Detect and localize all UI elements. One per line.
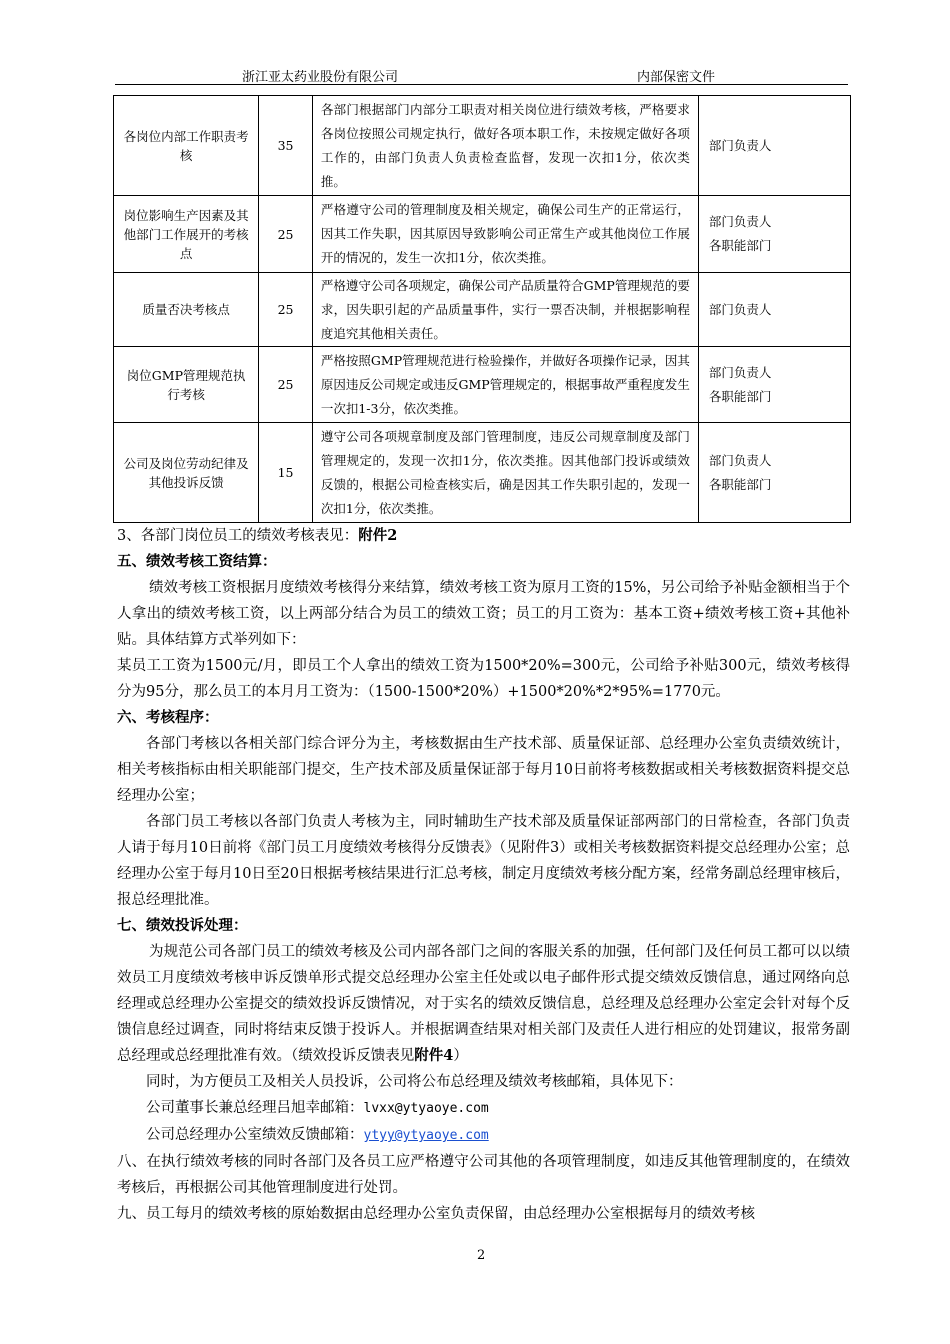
paragraph-6b: 各部门员工考核以各部门负责人考核为主，同时辅助生产技术部及质量保证部两部门的日常检查，各部门负责人请于每月10日前将《部门员工月度绩效考核得分反馈表》（见附件3）或相关考核数据资料提交总经理办公室；总经理办公室于每月10日至20日根据考核结果进行汇总考核，制定月度绩效考核分配方案，经常务副总经理审核后，报总经理批准。 <box>117 814 850 908</box>
responsible-line: 部门负责人 <box>708 301 772 317</box>
item-cell: 岗位影响生产因素及其他部门工作展开的考核点 <box>114 196 259 273</box>
paragraph-7d <box>117 1122 850 1149</box>
responsible-cell <box>698 273 850 347</box>
responsible-cell <box>698 96 850 196</box>
confidential-label: 内部保密文件 <box>637 70 716 85</box>
paragraph-5b: 某员工工资为1500元/月，即员工个人拿出的绩效工资为1500*20%=300元，公司给予补贴300元，绩效考核得分为95分，那么员工的本月月工资为：（1500-1500*20%）+1500*20%*2*95%=1770元。 <box>117 658 850 700</box>
section-heading-6: 六、考核程序： <box>117 709 219 726</box>
paragraph-8: 八、在执行绩效考核的同时各部门及各员工应严格遵守公司其他的各项管理制度，如违反其他管理制度的，在绩效考核后，再根据公司其他管理制度进行处罚。 <box>117 1154 850 1196</box>
office-email-link[interactable]: ytyy@ytyaoye.com <box>363 1128 489 1143</box>
responsible-cell <box>698 196 850 273</box>
responsible-cell <box>698 347 850 423</box>
paragraph-6a: 各部门考核以各相关部门综合评分为主，考核数据由生产技术部、质量保证部、总经理办公室负责绩效统计，相关考核指标由相关职能部门提交，生产技术部及质量保证部于每月10日前将考核数据或相关考核数据资料提交总经理办公室； <box>117 736 850 804</box>
paragraph-text: 为规范公司各部门员工的绩效考核及公司内部各部门之间的客服关系的加强，任何部门及任何员工都可以以绩效员工月度绩效考核申诉反馈单形式提交总经理办公室主任处或以电子邮件形式提交绩效反馈信息，通过网络向总经理或总经理办公室提交的绩效投诉反馈情况，对于实名的绩效反馈信息，总经理及总经理办公室定会针对每个反馈信息经过调查，同时将结束反馈于投诉人。并根据调查结果对相关部门及责任人进行相应的处罚建议，报常务副总经理或总经理批准有效。（绩效投诉反馈表见 <box>117 944 850 1064</box>
responsible-line: 部门负责人 <box>708 452 772 468</box>
responsible-line: 部门负责人 <box>708 214 772 229</box>
table-row <box>114 196 851 273</box>
page-header <box>115 66 848 85</box>
score-cell: 25 <box>259 347 313 423</box>
score-cell: 25 <box>259 196 313 273</box>
email-label: 公司董事长兼总经理吕旭幸邮箱： <box>146 1100 364 1116</box>
document-body <box>117 523 850 1227</box>
assessment-table <box>113 95 851 523</box>
responsible-line: 部门负责人 <box>708 364 772 380</box>
paragraph-3 <box>117 523 850 549</box>
attachment-ref: 附件4 <box>414 1047 454 1064</box>
score-cell: 25 <box>259 273 313 347</box>
description-cell: 严格按照GMP管理规范进行检验操作，并做好各项操作记录，因其原因违反公司规定或违反GMP管理规定的，根据事故严重程度发生一次扣1-3分，依次类推。 <box>312 347 698 423</box>
paragraph-7a <box>117 939 850 1069</box>
page-number: 2 <box>477 1248 486 1263</box>
item-cell: 质量否决考核点 <box>114 273 259 347</box>
responsible-line: 各职能部门 <box>708 476 772 492</box>
description-cell: 各部门根据部门内部分工职责对相关岗位进行绩效考核，严格要求各岗位按照公司规定执行，做好各项本职工作，未按规定做好各项工作的，由部门负责人负责检查监督，发现一次扣1分，依次类推。 <box>312 96 698 196</box>
paragraph-text: ） <box>453 1048 468 1064</box>
responsible-line: 部门负责人 <box>708 137 772 153</box>
chairman-email: lvxx@ytyaoye.com <box>363 1101 489 1116</box>
paragraph-7b: 同时，为方便员工及相关人员投诉，公司将公布总经理及绩效考核邮箱，具体见下： <box>146 1074 683 1090</box>
paragraph-9: 九、员工每月的绩效考核的原始数据由总经理办公室负责保留，由总经理办公室根据每月的绩效考核 <box>117 1206 755 1222</box>
table-row <box>114 273 851 347</box>
item-cell: 岗位GMP管理规范执行考核 <box>114 347 259 423</box>
item-cell: 各岗位内部工作职责考核 <box>114 96 259 196</box>
table-row <box>114 347 851 423</box>
description-cell: 严格遵守公司的管理制度及相关规定，确保公司生产的正常运行，因其工作失职，因其原因导致影响公司正常生产或其他岗位工作展开的情况的，发生一次扣1分，依次类推。 <box>312 196 698 273</box>
attachment-ref: 附件2 <box>358 527 398 544</box>
responsible-line: 各职能部门 <box>708 238 772 253</box>
description-cell: 遵守公司各项规章制度及部门管理制度，违反公司规章制度及部门管理规定的，发现一次扣1分，依次类推。因其他部门投诉或绩效反馈的，根据公司检查核实后，确是因其工作失职引起的，发现一次扣1分，依次类推。 <box>312 423 698 523</box>
item-cell: 公司及岗位劳动纪律及其他投诉反馈 <box>114 423 259 523</box>
score-cell: 15 <box>259 423 313 523</box>
table-row <box>114 423 851 523</box>
responsible-line: 各职能部门 <box>708 388 772 404</box>
description-cell: 严格遵守公司各项规定，确保公司产品质量符合GMP管理规范的要求，因失职引起的产品质量事件，实行一票否决制，并根据影响程度追究其他相关责任。 <box>312 273 698 347</box>
score-cell: 35 <box>259 96 313 196</box>
section-heading-5: 五、绩效考核工资结算： <box>117 553 277 570</box>
email-label: 公司总经理办公室绩效反馈邮箱： <box>146 1127 364 1143</box>
table-row <box>114 96 851 196</box>
paragraph-7c <box>117 1095 850 1122</box>
paragraph-text: 3、各部门岗位员工的绩效考核表见： <box>117 528 359 544</box>
section-heading-7: 七、绩效投诉处理： <box>117 917 248 934</box>
responsible-cell <box>698 423 850 523</box>
paragraph-5a: 绩效考核工资根据月度绩效考核得分来结算，绩效考核工资为原月工资的15%，另公司给予补贴金额相当于个人拿出的绩效考核工资，以上两部分结合为员工的绩效工资；员工的月工资为：基本工资+绩效考核工资+其他补贴。具体结算方式举列如下： <box>117 580 850 648</box>
company-name: 浙江亚太药业股份有限公司 <box>242 70 399 85</box>
